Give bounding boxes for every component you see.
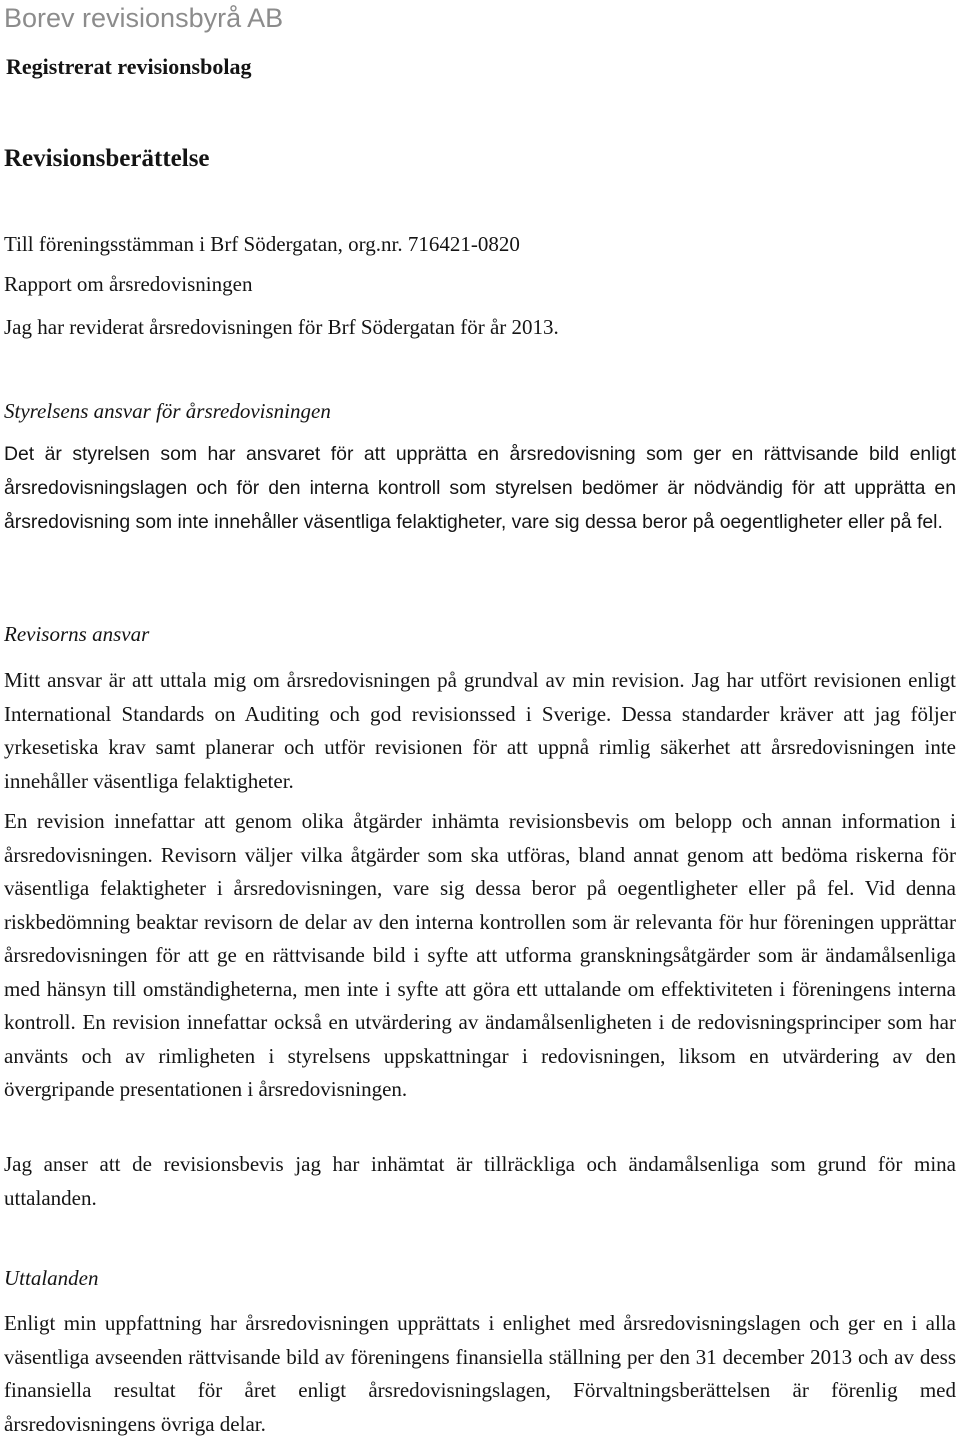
board-responsibility-heading: Styrelsens ansvar för årsredovisningen [4,399,331,423]
auditor-paragraph-3: Jag anser att de revisionsbevis jag har inhämtat är tillräckliga och ändamålsenliga som grund för mina uttalanden. [4,1152,956,1210]
board-responsibility-text: Det är styrelsen som har ansvaret för att upprätta en årsredovisning som ger en rättvisande bild enligt årsredovisningslagen och för den interna kontroll som styrelsen bedömer är nödvändig för att upprätta en årsredovisning som inte innehåller väsentliga felaktigheter, vare sig dessa beror på oegentligheter eller på fel. [4,443,956,533]
registered-label: Registrerat revisionsbolag [6,54,252,79]
auditor-paragraph-2: En revision innefattar att genom olika åtgärder inhämta revisionsbevis om belopp och annan information i årsredovisningen. Revisorn väljer vilka åtgärder som ska utföras, bland annat genom att bedöma riskerna för väsentliga felaktigheter i årsredovisningen, vare sig dessa beror på oegentligheter eller på fel. Vid denna riskbedömning beaktar revisorn de delar av den interna kontrollen som är relevanta för hur föreningen upprättar årsredovisningen för att ge en rättvisande bild i syfte att utforma granskningsåtgärder som är ändamålsenliga med hänsyn till omständigheterna, men inte i syfte att göra ett uttalande om effektiviteten i föreningens interna kontroll. En revision innefattar också en utvärdering av ändamålsenligheten i de redovisningsprinciper som har använts och av rimligheten i styrelsens uppskattningar i redovisningen, liksom en utvärdering av den övergripande presentationen i årsredovisningen. [4,809,956,1101]
audit-statement: Jag har reviderat årsredovisningen för Brf Södergatan för år 2013. [4,315,559,339]
statements-heading: Uttalanden [4,1266,99,1290]
statements-text: Enligt min uppfattning har årsredovisningen upprättats i enlighet med årsredovisningslagen och ger en i alla väsentliga avseenden rättvisande bild av föreningens finansiella ställning per den 31 december 2013 och av dess finansiella resultat för året enligt årsredovisningslagen, Förvaltningsberättelsen är förenlig med årsredovisningens övriga delar. [4,1311,956,1436]
document-title: Revisionsberättelse [4,145,210,172]
firm-name: Borev revisionsbyrå AB [4,3,284,33]
report-title: Rapport om årsredovisningen [4,272,253,296]
addressee-line: Till föreningsstämman i Brf Södergatan, org.nr. 716421-0820 [4,232,520,256]
auditor-responsibility-heading: Revisorns ansvar [4,622,150,646]
auditor-paragraph-1: Mitt ansvar är att uttala mig om årsredovisningen på grundval av min revision. Jag har utfört revisionen enligt International Standards on Auditing och god revisionssed i Sverige. Dessa standarder kräver att jag följer yrkesetiska krav samt planerar och utför revisionen för att uppnå rimlig säkerhet att årsredovisningen inte innehåller väsentliga felaktigheter. [4,668,956,793]
